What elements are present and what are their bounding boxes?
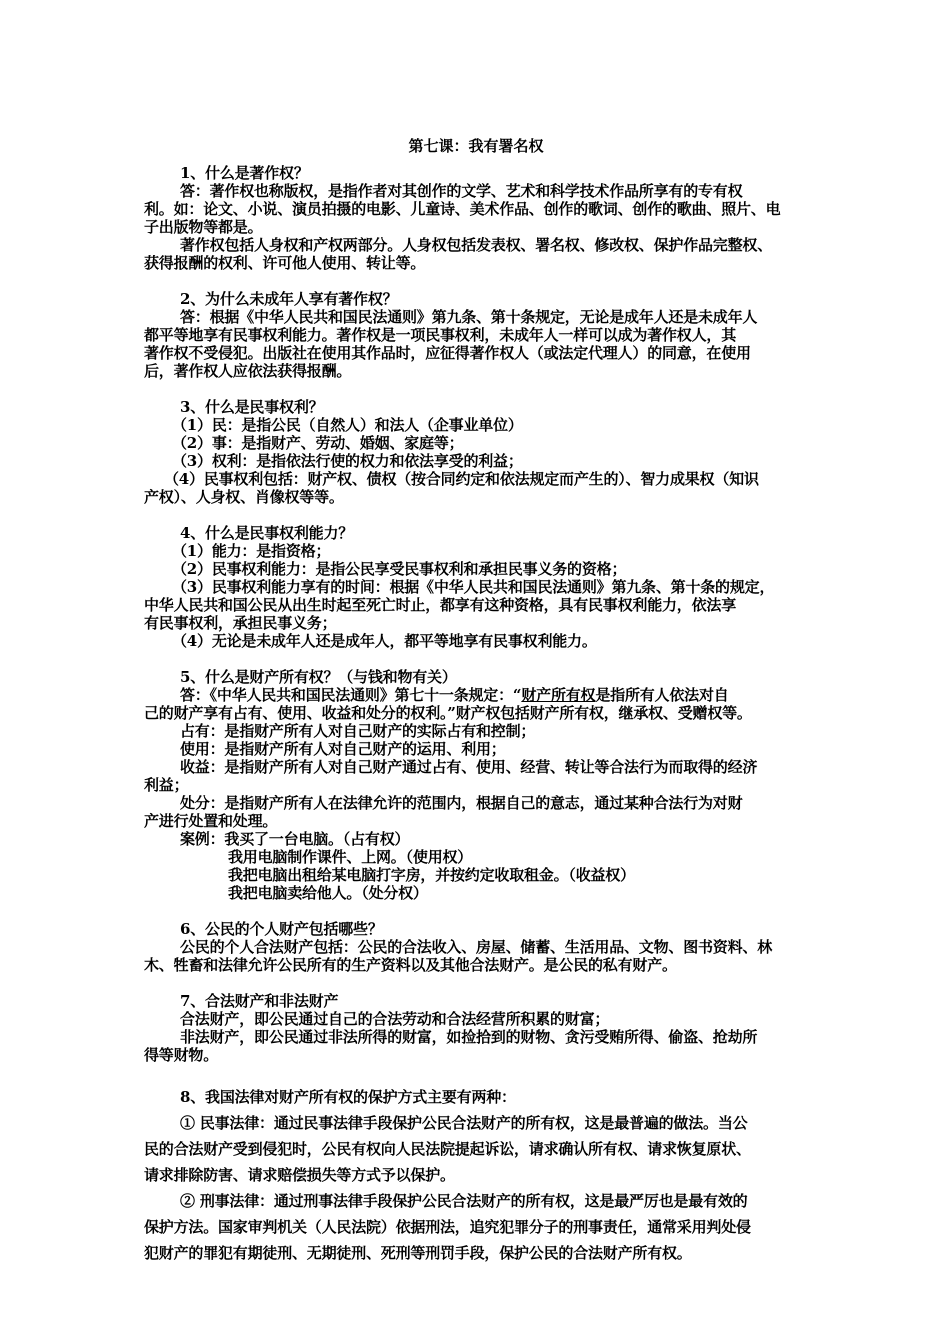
case-line: 案例：我买了一台电脑。（占有权） xyxy=(180,830,410,848)
case-line: 我用电脑制作课件、上网。（使用权） xyxy=(228,848,473,866)
answer-text: 答：《中华人民共和国民法通则》第七十一条规定：“ xyxy=(180,686,522,704)
list-item: 有民事权利，承担民事义务； xyxy=(144,614,337,632)
answer-line: ② 刑事法律：通过刑事法律手段保护公民合法财产的所有权，这是最严厉也是最有效的 xyxy=(180,1192,748,1210)
answer-line: 民的合法财产受到侵犯时，公民有权向人民法院提起诉讼，请求确认所有权、请求恢复原状、 xyxy=(144,1140,751,1158)
list-item: 中华人民共和国公民从出生时起至死亡时止，都享有这种资格，具有民事权利能力，依法享 xyxy=(144,596,737,614)
list-item: （1）民：是指公民（自然人）和法人（企事业单位） xyxy=(172,416,523,434)
list-item: 产权）、人身权、肖像权等等。 xyxy=(144,488,344,506)
list-item: （3）权利：是指依法行使的权力和依法享受的利益； xyxy=(172,452,523,470)
answer-line: 处分：是指财产所有人在法律允许的范围内，根据自己的意志，通过某种合法行为对财 xyxy=(180,794,743,812)
list-item: （2）民事权利能力：是指公民享受民事权利和承担民事义务的资格； xyxy=(172,560,627,578)
section-6 xyxy=(144,920,808,974)
answer-line: 公民的个人合法财产包括：公民的合法收入、房屋、储蓄、生活用品、文物、图书资料、林 xyxy=(180,938,773,956)
section-5 xyxy=(144,668,808,902)
answer-line: 犯财产的罪犯有期徒刑、无期徒刑、死刑等刑罚手段，保护公民的合法财产所有权。 xyxy=(144,1244,692,1262)
answer-line: 利。如：论文、小说、演员拍摄的电影、儿童诗、美术作品、创作的歌词、创作的歌曲、照片、电 xyxy=(144,200,781,218)
answer-line: ① 民事法律：通过民事法律手段保护公民合法财产的所有权，这是最普遍的做法。当公 xyxy=(180,1114,748,1132)
answer-line: 利益； xyxy=(144,776,189,794)
answer-line: 答：根据《中华人民共和国民法通则》第九条、第十条规定，无论是成年人还是未成年人 xyxy=(180,308,758,326)
answer-line: 答：著作权也称版权，是指作者对其创作的文学、艺术和科学技术作品所享有的专有权 xyxy=(180,182,743,200)
answer-line: 都平等地享有民事权利能力。著作权是一项民事权利，未成年人一样可以成为著作权人，其 xyxy=(144,326,737,344)
question-7: 7、合法财产和非法财产 xyxy=(180,992,339,1010)
list-item: （2）事：是指财产、劳动、婚姻、家庭等； xyxy=(172,434,464,452)
question-6: 6、公民的个人财产包括哪些？ xyxy=(180,920,383,938)
answer-line: 占有：是指财产所有人对自己财产的实际占有和控制； xyxy=(180,722,536,740)
section-1 xyxy=(144,164,808,272)
question-8: 8、我国法律对财产所有权的保护方式主要有两种： xyxy=(180,1088,516,1106)
section-4 xyxy=(144,524,808,650)
answer-line: 得等财物。 xyxy=(144,1046,219,1064)
section-7 xyxy=(144,992,808,1064)
answer-line: 产进行处置和处理。 xyxy=(144,812,278,830)
answer-line: 保护方法。国家审判机关（人民法院）依据刑法，追究犯罪分子的刑事责任，通常采用判处侵 xyxy=(144,1218,751,1236)
question-3: 3、什么是民事权利？ xyxy=(180,398,324,416)
case-line: 我把电脑卖给他人。（处分权） xyxy=(228,884,428,902)
case-line: 我把电脑出租给某电脑打字房，并按约定收取租金。（收益权） xyxy=(228,866,635,884)
answer-line: 后，著作权人应依法获得报酬。 xyxy=(144,362,352,380)
answer-line: 己的财产享有占有、使用、收益和处分的权利。”财产权包括财产所有权，继承权、受赠权等。 xyxy=(144,704,752,722)
underlined-term: 财产所有权 xyxy=(521,686,596,704)
question-1: 1、什么是著作权？ xyxy=(180,164,309,182)
answer-line: 合法财产，即公民通过自己的合法劳动和合法经营所积累的财富； xyxy=(180,1010,610,1028)
section-2 xyxy=(144,290,808,380)
list-item: （4）无论是未成年人还是成年人，都平等地享有民事权利能力。 xyxy=(172,632,597,650)
document-page xyxy=(144,128,808,1266)
question-5: 5、什么是财产所有权？（与钱和物有关） xyxy=(180,668,457,686)
answer-line: 收益：是指财产所有人对自己财产通过占有、使用、经营、转让等合法行为而取得的经济 xyxy=(180,758,758,776)
answer-line: 非法财产，即公民通过非法所得的财富，如捡拾到的财物、贪污受贿所得、偷盗、抢劫所 xyxy=(180,1028,758,1046)
answer-line: 获得报酬的权利、许可他人使用、转让等。 xyxy=(144,254,426,272)
answer-line: 木、牲畜和法律允许公民所有的生产资料以及其他合法财产。是公民的私有财产。 xyxy=(144,956,677,974)
answer-text: 是指所有人依法对自 xyxy=(595,686,729,704)
question-4: 4、什么是民事权利能力？ xyxy=(180,524,354,542)
list-item: （4）民事权利包括：财产权、债权（按合同约定和依法规定而产生的）、智力成果权（知识 xyxy=(164,470,759,488)
answer-line: 著作权包括人身权和产权两部分。人身权包括发表权、署名权、修改权、保护作品完整权、 xyxy=(180,236,773,254)
section-8 xyxy=(144,1084,808,1266)
answer-line: 子出版物等都是。 xyxy=(144,218,263,236)
page-title: 第七课：我有署名权 xyxy=(408,137,544,155)
answer-line: 使用：是指财产所有人对自己财产的运用、利用； xyxy=(180,740,506,758)
list-item: （1）能力：是指资格； xyxy=(172,542,331,560)
question-2: 2、为什么未成年人享有著作权？ xyxy=(180,290,398,308)
answer-line xyxy=(144,686,808,704)
answer-line: 请求排除防害、请求赔偿损失等方式予以保护。 xyxy=(144,1166,455,1184)
section-3 xyxy=(144,398,808,506)
list-item: （3）民事权利能力享有的时间：根据《中华人民共和国民法通则》第九条、第十条的规定， xyxy=(172,578,775,596)
answer-line: 著作权不受侵犯。出版社在使用其作品时，应征得著作权人（或法定代理人）的同意，在使用 xyxy=(144,344,751,362)
